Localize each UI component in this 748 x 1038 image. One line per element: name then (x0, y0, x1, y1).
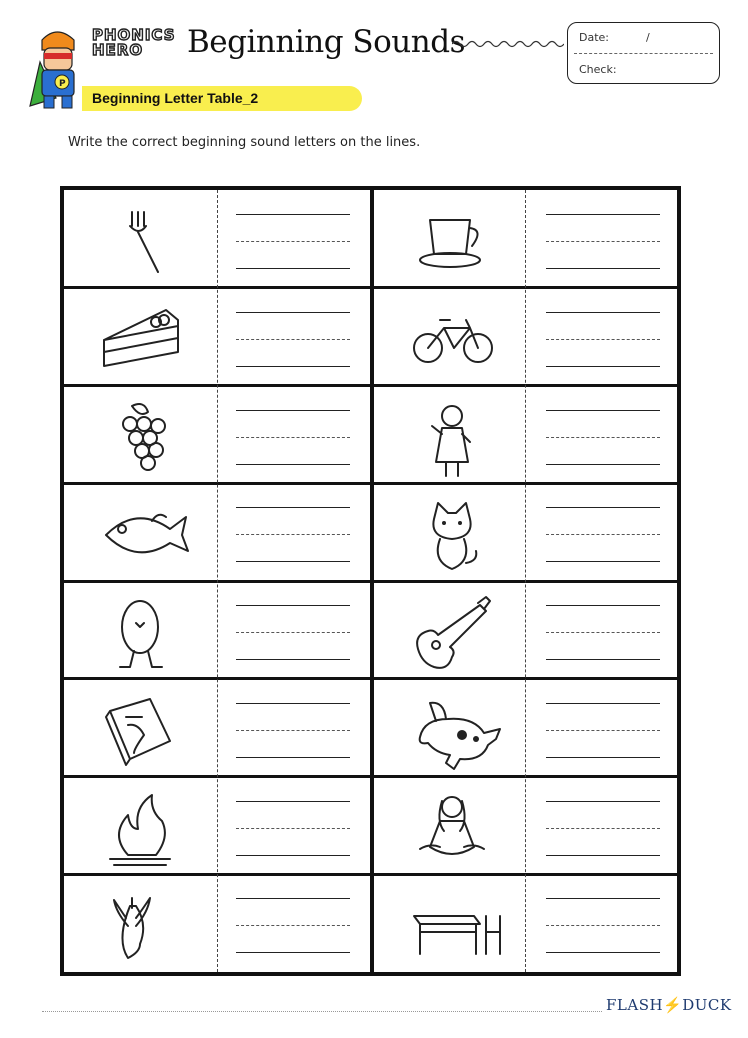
cell-dashed-separator (217, 190, 218, 972)
mid-line (236, 241, 350, 242)
girl-icon (380, 388, 530, 483)
base-line (546, 952, 660, 953)
base-line (546, 757, 660, 758)
mid-line (546, 437, 660, 438)
date-check-box (567, 22, 720, 84)
brand-left: FLASH (606, 996, 664, 1014)
writing-lines[interactable] (236, 703, 350, 763)
mid-line (546, 339, 660, 340)
picture-cell (380, 388, 530, 483)
writing-lines[interactable] (546, 605, 660, 665)
writing-lines[interactable] (546, 898, 660, 958)
mid-line (236, 730, 350, 731)
writing-lines[interactable] (236, 312, 350, 372)
writing-lines[interactable] (546, 801, 660, 861)
top-line (546, 312, 660, 313)
fire-icon (70, 779, 220, 874)
grapes-icon (70, 388, 220, 483)
cup-icon (380, 192, 530, 287)
bike-icon (380, 290, 530, 385)
picture-cell (70, 290, 220, 385)
writing-lines[interactable] (546, 312, 660, 372)
picture-cell (70, 681, 220, 776)
mid-line (546, 632, 660, 633)
phonics-hero-logo (92, 28, 176, 58)
top-line (546, 507, 660, 508)
writing-lines[interactable] (546, 214, 660, 274)
desk-icon (380, 876, 530, 971)
base-line (236, 952, 350, 953)
fork-icon (70, 192, 220, 287)
top-line (546, 410, 660, 411)
fish-icon (70, 485, 220, 580)
mid-line (546, 828, 660, 829)
base-line (236, 268, 350, 269)
picture-cell (70, 779, 220, 874)
top-line (236, 898, 350, 899)
mid-line (236, 828, 350, 829)
phonics-hero-mascot-icon (26, 22, 88, 112)
top-line (236, 214, 350, 215)
top-line (546, 898, 660, 899)
picture-cell (70, 876, 220, 971)
mid-line (546, 534, 660, 535)
top-line (546, 214, 660, 215)
base-line (546, 268, 660, 269)
mid-line (236, 534, 350, 535)
writing-lines[interactable] (546, 703, 660, 763)
base-line (546, 561, 660, 562)
top-line (236, 801, 350, 802)
writing-lines[interactable] (236, 410, 350, 470)
picture-cell (70, 583, 220, 678)
picture-cell (380, 681, 530, 776)
picture-cell (70, 388, 220, 483)
top-line (236, 605, 350, 606)
subtitle: Beginning Letter Table_2 (92, 90, 259, 106)
picture-cell (380, 290, 530, 385)
mid-line (236, 437, 350, 438)
cell-dashed-separator (525, 190, 526, 972)
top-line (236, 312, 350, 313)
top-line (236, 410, 350, 411)
writing-lines[interactable] (236, 801, 350, 861)
worksheet-table (60, 186, 681, 976)
dog-icon (380, 681, 530, 776)
logo-line-1: PHONICS (92, 26, 176, 44)
squiggle-divider (452, 38, 564, 50)
base-line (546, 855, 660, 856)
picture-cell (380, 876, 530, 971)
mid-line (236, 632, 350, 633)
base-line (236, 659, 350, 660)
brand-right: DUCK (682, 996, 732, 1014)
writing-lines[interactable] (236, 507, 350, 567)
date-label: Date: (579, 31, 609, 44)
base-line (546, 366, 660, 367)
doll-icon (380, 779, 530, 874)
book-icon (70, 681, 220, 776)
base-line (546, 659, 660, 660)
picture-cell (380, 583, 530, 678)
page-title: Beginning Sounds (187, 24, 465, 60)
logo-line-2: HERO (92, 41, 144, 59)
date-box-divider (574, 53, 713, 54)
picture-cell (380, 192, 530, 287)
top-line (546, 703, 660, 704)
banana-icon (70, 876, 220, 971)
cat-icon (380, 485, 530, 580)
base-line (236, 757, 350, 758)
writing-lines[interactable] (546, 410, 660, 470)
top-line (236, 507, 350, 508)
bolt-icon: ⚡ (663, 996, 683, 1014)
top-line (236, 703, 350, 704)
picture-cell (70, 485, 220, 580)
base-line (546, 464, 660, 465)
picture-cell (380, 485, 530, 580)
writing-lines[interactable] (546, 507, 660, 567)
mid-line (236, 925, 350, 926)
svg-text:P: P (59, 79, 66, 89)
pie-icon (70, 290, 220, 385)
picture-cell (380, 779, 530, 874)
writing-lines[interactable] (236, 214, 350, 274)
flashduck-logo (606, 996, 732, 1014)
date-separator: / (646, 31, 650, 44)
mid-line (546, 730, 660, 731)
egg-icon (70, 583, 220, 678)
guitar-icon (380, 583, 530, 678)
base-line (236, 366, 350, 367)
top-line (546, 605, 660, 606)
writing-lines[interactable] (236, 605, 350, 665)
instruction-text: Write the correct beginning sound letters on the lines. (68, 135, 421, 150)
subtitle-banner (82, 86, 362, 111)
writing-lines[interactable] (236, 898, 350, 958)
base-line (236, 561, 350, 562)
mid-line (546, 925, 660, 926)
picture-cell (70, 192, 220, 287)
base-line (236, 855, 350, 856)
base-line (236, 464, 350, 465)
mid-line (546, 241, 660, 242)
top-line (546, 801, 660, 802)
footer-dotted-line (42, 1011, 602, 1012)
check-label: Check: (579, 63, 617, 76)
mid-line (236, 339, 350, 340)
